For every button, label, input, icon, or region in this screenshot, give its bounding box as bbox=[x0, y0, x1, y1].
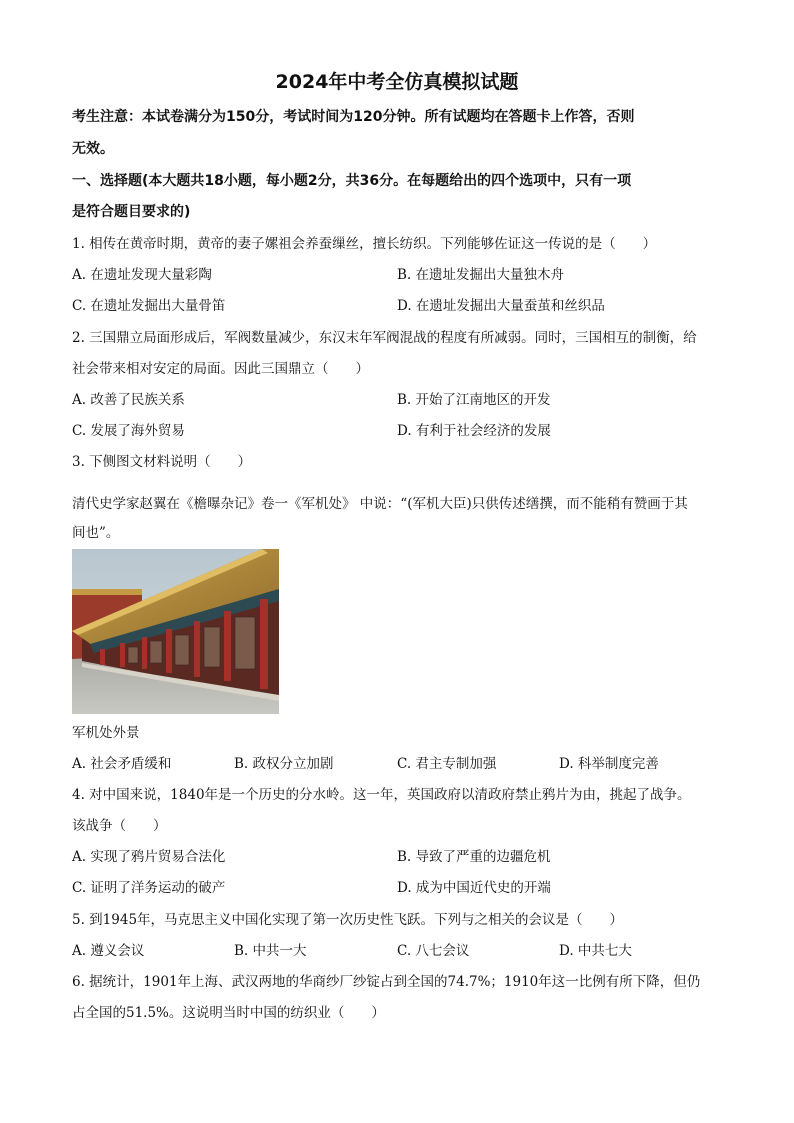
section-heading-line-2: 是符合题目要求的) bbox=[72, 204, 191, 220]
question-4-option-a[interactable]: A. 实现了鸦片贸易合法化 bbox=[72, 849, 226, 865]
question-1-option-b[interactable]: B. 在遗址发掘出大量独木舟 bbox=[397, 267, 565, 283]
question-6-stem-line-1: 6. 据统计，1901年上海、武汉两地的华商纱厂纱锭占到全国的74.7%；1910年这一比例有所下降，但仍 bbox=[72, 974, 701, 990]
question-3-image-caption: 军机处外景 bbox=[72, 725, 140, 741]
question-2-option-b[interactable]: B. 开始了江南地区的开发 bbox=[397, 392, 551, 408]
question-5-option-c[interactable]: C. 八七会议 bbox=[397, 943, 470, 959]
question-2-option-d[interactable]: D. 有利于社会经济的发展 bbox=[397, 423, 551, 439]
question-1-stem: 1. 相传在黄帝时期，黄帝的妻子嫘祖会养蚕缫丝，擅长纺织。下列能够佐证这一传说的是（ ） bbox=[72, 236, 657, 252]
question-1-option-a[interactable]: A. 在遗址发现大量彩陶 bbox=[72, 267, 212, 283]
question-3-option-c[interactable]: C. 君主专制加强 bbox=[397, 756, 497, 772]
question-6-stem-line-2: 占全国的51.5%。这说明当时中国的纺织业（ ） bbox=[72, 1005, 385, 1021]
question-4-option-d[interactable]: D. 成为中国近代史的开端 bbox=[397, 880, 551, 896]
question-3-option-b[interactable]: B. 政权分立加剧 bbox=[234, 756, 334, 772]
question-1-option-d[interactable]: D. 在遗址发掘出大量蚕茧和丝织品 bbox=[397, 298, 605, 314]
question-2-stem-line-2: 社会带来相对安定的局面。因此三国鼎立（ ） bbox=[72, 361, 369, 377]
question-5-option-b[interactable]: B. 中共一大 bbox=[234, 943, 307, 959]
question-3-quote-line-1: 清代史学家赵翼在《檐曝杂记》卷一《军机处》 中说：“(军机大臣)只供传述缮撰，而不能稍有赞画于其 bbox=[72, 496, 688, 512]
question-3-option-a[interactable]: A. 社会矛盾缓和 bbox=[72, 756, 172, 772]
notice-line-1: 考生注意：本试卷满分为150分，考试时间为120分钟。所有试题均在答题卡上作答，否则 bbox=[72, 109, 635, 125]
question-5-stem: 5. 到1945年，马克思主义中国化实现了第一次历史性飞跃。下列与之相关的会议是（ ） bbox=[72, 912, 624, 928]
question-3-quote-line-2: 间也”。 bbox=[72, 525, 120, 541]
question-2-option-c[interactable]: C. 发展了海外贸易 bbox=[72, 423, 185, 439]
question-5-option-a[interactable]: A. 遵义会议 bbox=[72, 943, 145, 959]
question-4-option-b[interactable]: B. 导致了严重的边疆危机 bbox=[397, 849, 551, 865]
section-heading-line-1: 一、选择题(本大题共18小题，每小题2分，共36分。在每题给出的四个选项中，只有一项 bbox=[72, 173, 632, 189]
question-1-option-c[interactable]: C. 在遗址发掘出大量骨笛 bbox=[72, 298, 226, 314]
question-5-option-d[interactable]: D. 中共七大 bbox=[559, 943, 632, 959]
notice-line-2: 无效。 bbox=[72, 141, 114, 157]
question-4-option-c[interactable]: C. 证明了洋务运动的破产 bbox=[72, 880, 226, 896]
question-2-stem-line-1: 2. 三国鼎立局面形成后，军阀数量减少，东汉末年军阀混战的程度有所减弱。同时，三国相互的制衡，给 bbox=[72, 330, 697, 346]
question-4-stem-line-2: 该战争（ ） bbox=[72, 818, 167, 834]
question-2-option-a[interactable]: A. 改善了民族关系 bbox=[72, 392, 185, 408]
question-3-option-d[interactable]: D. 科举制度完善 bbox=[559, 756, 659, 772]
page-title: 2024年中考全仿真模拟试题 bbox=[275, 71, 519, 93]
question-4-stem-line-1: 4. 对中国来说，1840年是一个历史的分水岭。这一年，英国政府以清政府禁止鸦片为由，挑起了战争。 bbox=[72, 787, 691, 803]
question-3-stem: 3. 下侧图文材料说明（ ） bbox=[72, 454, 252, 470]
grand-council-building-photo bbox=[72, 549, 279, 714]
